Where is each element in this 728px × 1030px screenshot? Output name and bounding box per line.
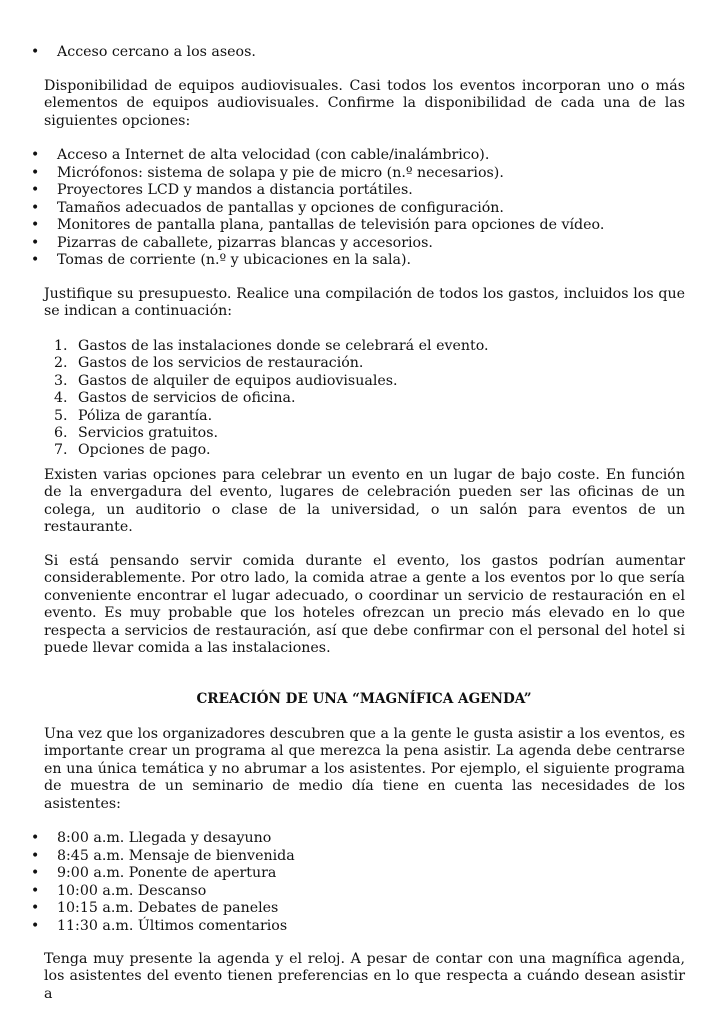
schedule-list	[0, 830, 700, 935]
list-item: • Proyectores LCD y mandos a distancia portátiles.	[0, 182, 700, 200]
list-item	[54, 425, 674, 442]
list-item: • 11:30 a.m. Últimos comentarios	[0, 918, 700, 936]
item-text: Servicios gratuitos.	[78, 425, 218, 442]
item-text: Póliza de garantía.	[78, 407, 213, 424]
item-text: Gastos de los servicios de restauración.	[78, 355, 364, 372]
list-item: • 8:45 a.m. Mensaje de bienvenida	[0, 848, 700, 866]
item-text: Gastos de las instalaciones donde se celebrará el evento.	[78, 338, 489, 354]
paragraph-budget: Justifique su presupuesto. Realice una compilación de todos los gastos, incluidos los que se indican a continuación:	[44, 286, 685, 320]
item-number: 6.	[54, 425, 68, 442]
paragraph-agenda: Una vez que los organizadores descubren que a la gente le gusta asistir a los eventos, es importante crear un programa al que merezca la pena asistir. La agenda debe centrarse en una única temática y no abrumar a los asistentes. Por ejemplo, el siguiente programa de muestra de un seminario de medio día tiene en cuenta las necesidades de los asistentes:	[44, 726, 685, 812]
expenses-list	[54, 338, 674, 460]
list-item: • Acceso cercano a los aseos.	[0, 44, 700, 62]
list-item: • Tamaños adecuados de pantallas y opciones de configuración.	[0, 200, 700, 218]
paragraph-audiovisual: Disponibilidad de equipos audiovisuales. Casi todos los eventos incorporan uno o más elementos de equipos audiovisuales. Confirme la disponibilidad de cada una de las siguientes opciones:	[44, 78, 685, 129]
av-options-list	[0, 147, 700, 270]
list-item: • Tomas de corriente (n.º y ubicaciones en la sala).	[0, 252, 700, 270]
list-item: • Monitores de pantalla plana, pantallas de televisión para opciones de vídeo.	[0, 217, 700, 235]
list-item: • 10:15 a.m. Debates de paneles	[0, 900, 700, 918]
item-text: Gastos de servicios de oficina.	[78, 390, 296, 407]
list-item: • Acceso a Internet de alta velocidad (con cable/inalámbrico).	[0, 147, 700, 165]
paragraph-low-cost: Existen varias opciones para celebrar un evento en un lugar de bajo coste. En función de la envergadura del evento, lugares de celebración pueden ser las oficinas de un colega, un auditorio o clase de la universidad, o un salón para eventos de un restaurante.	[44, 467, 685, 536]
list-item: • 8:00 a.m. Llegada y desayuno	[0, 830, 700, 848]
list-item: • 10:00 a.m. Descanso	[0, 883, 700, 901]
section-heading: CREACIÓN DE UNA “MAGNÍFICA AGENDA”	[196, 691, 532, 707]
list-item	[54, 355, 674, 372]
list-item	[54, 442, 674, 459]
list-item: • 9:00 a.m. Ponente de apertura	[0, 865, 700, 883]
list-item	[54, 373, 674, 390]
item-number: 5.	[54, 407, 68, 424]
item-number: 4.	[54, 390, 68, 407]
list-item: • Pizarras de caballete, pizarras blancas y accesorios.	[0, 235, 700, 253]
item-number: 2.	[54, 355, 68, 372]
item-text: Gastos de alquiler de equipos audiovisuales.	[78, 372, 398, 389]
paragraph-food: Si está pensando servir comida durante el evento, los gastos podrían aumentar considerablemente. Por otro lado, la comida atrae a gente a los eventos por lo que sería conveniente encontrar el lugar adecuado, o coordinar un servicio de restauración en el evento. Es muy probable que los hoteles ofrezcan un precio más elevado en lo que respecta a servicios de restauración, así que debe confirmar con el personal del hotel si puede llevar comida a las instalaciones.	[44, 553, 685, 657]
item-text: Opciones de pago.	[78, 442, 211, 459]
item-number: 7.	[54, 442, 68, 459]
item-number: 1.	[54, 338, 68, 354]
list-item	[54, 338, 674, 355]
list-item	[54, 390, 674, 407]
item-number: 3.	[54, 372, 68, 389]
list-item	[54, 408, 674, 425]
list-item: • Micrófonos: sistema de solapa y pie de micro (n.º necesarios).	[0, 165, 700, 183]
paragraph-clock: Tenga muy presente la agenda y el reloj. A pesar de contar con una magnífica agenda, los asistentes del evento tienen preferencias en lo que respecta a cuándo desean asistir a	[44, 951, 685, 1002]
top-bullet-list	[0, 44, 700, 62]
